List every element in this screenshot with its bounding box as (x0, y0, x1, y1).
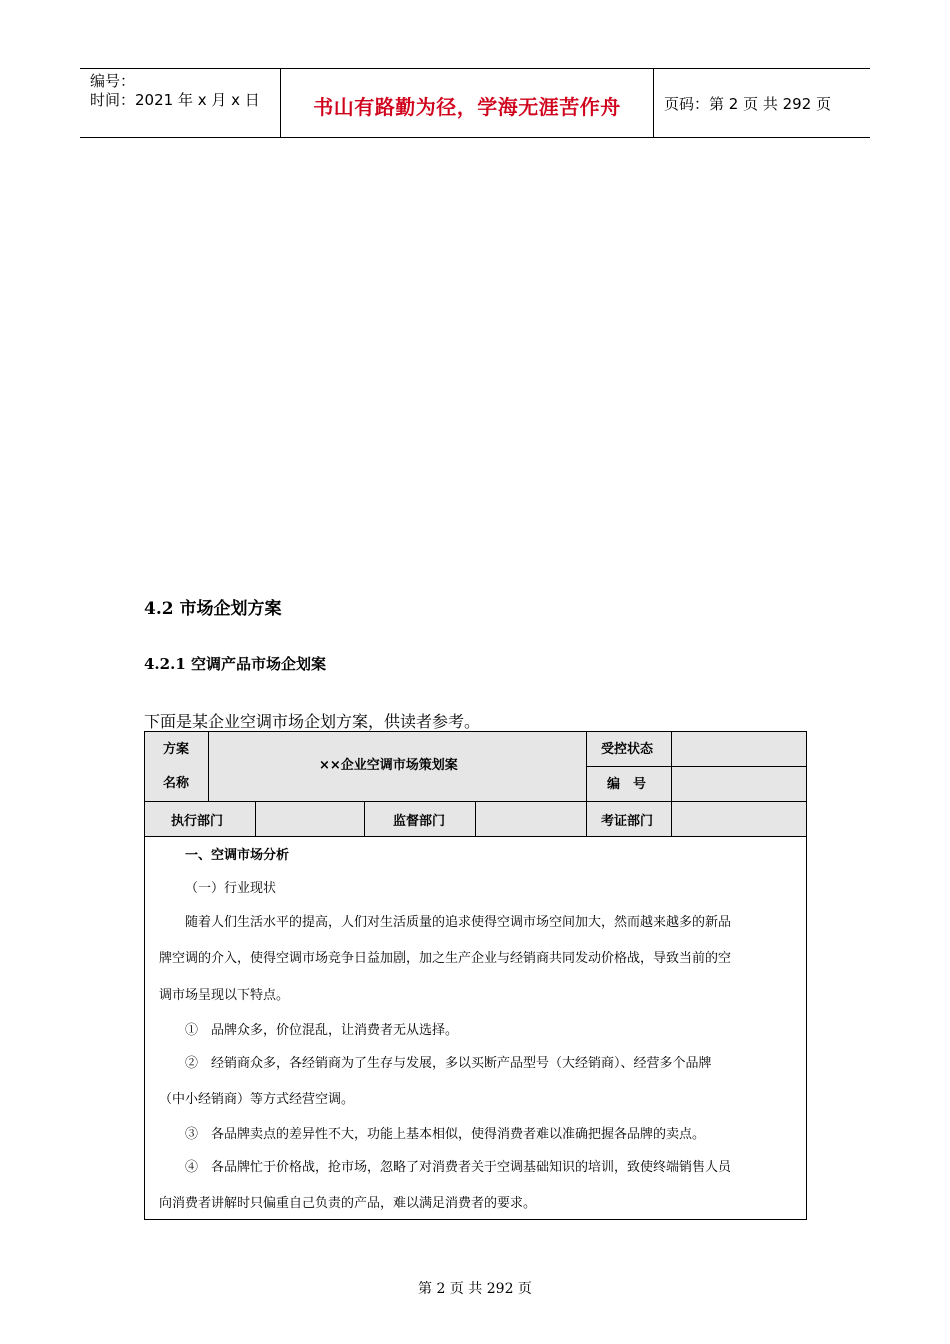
content-list-item: ④ 各品牌忙于价格战，抢市场，忽略了对消费者关于空调基础知识的培训，致使终端销售人员 (185, 1160, 732, 1175)
header-motto: 书山有路勤为径，学海无涯苦作舟 (313, 95, 621, 119)
content-list-item-cont: 向消费者讲解时只偏重自己负责的产品，难以满足消费者的要求。 (159, 1196, 537, 1211)
content-list-item: ③ 各品牌卖点的差异性不大，功能上基本相似，使得消费者难以准确把握各品牌的卖点。 (185, 1127, 706, 1142)
header-time-label: 时间：2021 年 x 月 x 日 (90, 91, 260, 109)
plan-name: ××企业空调市场策划案 (319, 758, 458, 773)
control-status-value-cell (671, 731, 807, 767)
section-subheading: 4.2.1 空调产品市场企划案 (144, 655, 326, 673)
control-status-label: 受控状态 (601, 742, 654, 757)
plan-name-value-cell (208, 731, 587, 802)
supervise-dept-label-cell (364, 801, 476, 837)
plan-label-2: 名称 (163, 776, 190, 791)
page-header (80, 68, 870, 138)
header-meta-cell (80, 69, 281, 137)
content-list-item-cont: （中小经销商）等方式经营空调。 (159, 1092, 355, 1107)
content-list-item: ① 品牌众多，价位混乱，让消费者无从选择。 (185, 1023, 459, 1038)
exec-dept-label-cell (144, 801, 256, 837)
plan-name-label-cell (144, 731, 209, 802)
content-paragraph-line: 随着人们生活水平的提高，人们对生活质量的追求使得空调市场空间加大，然而越来越多的新品 (185, 915, 732, 930)
plan-table (144, 731, 807, 1220)
verify-dept-label-cell (586, 801, 672, 837)
plan-content-cell (144, 836, 807, 1220)
header-number-label: 编号： (90, 72, 136, 90)
content-subtitle: （一）行业现状 (185, 881, 277, 896)
section-heading: 4.2 市场企划方案 (144, 599, 282, 619)
supervise-dept-label: 监督部门 (393, 814, 446, 829)
verify-dept-value-cell (671, 801, 807, 837)
exec-dept-label: 执行部门 (171, 814, 224, 829)
content-paragraph-line: 牌空调的介入，使得空调市场竞争日益加剧，加之生产企业与经销商共同发动价格战，导致当前的空 (159, 951, 732, 966)
number-label: 编 号 (607, 777, 647, 792)
intro-text: 下面是某企业空调市场企划方案，供读者参考。 (144, 712, 481, 731)
verify-dept-label: 考证部门 (601, 814, 654, 829)
control-status-label-cell (586, 731, 672, 767)
exec-dept-value-cell (255, 801, 365, 837)
number-value-cell (671, 766, 807, 802)
content-list-item: ② 经销商众多，各经销商为了生存与发展，多以买断产品型号（大经销商）、经营多个品牌 (185, 1056, 712, 1071)
page-footer: 第 2 页 共 292 页 (418, 1281, 532, 1297)
content-paragraph-line: 调市场呈现以下特点。 (159, 988, 290, 1003)
number-label-cell (586, 766, 672, 802)
supervise-dept-value-cell (475, 801, 587, 837)
header-motto-cell (281, 69, 654, 137)
header-page-info: 页码：第 2 页 共 292 页 (664, 95, 832, 113)
content-title: 一、空调市场分析 (185, 848, 290, 863)
plan-label-1: 方案 (163, 742, 190, 757)
header-page-cell (654, 69, 870, 137)
